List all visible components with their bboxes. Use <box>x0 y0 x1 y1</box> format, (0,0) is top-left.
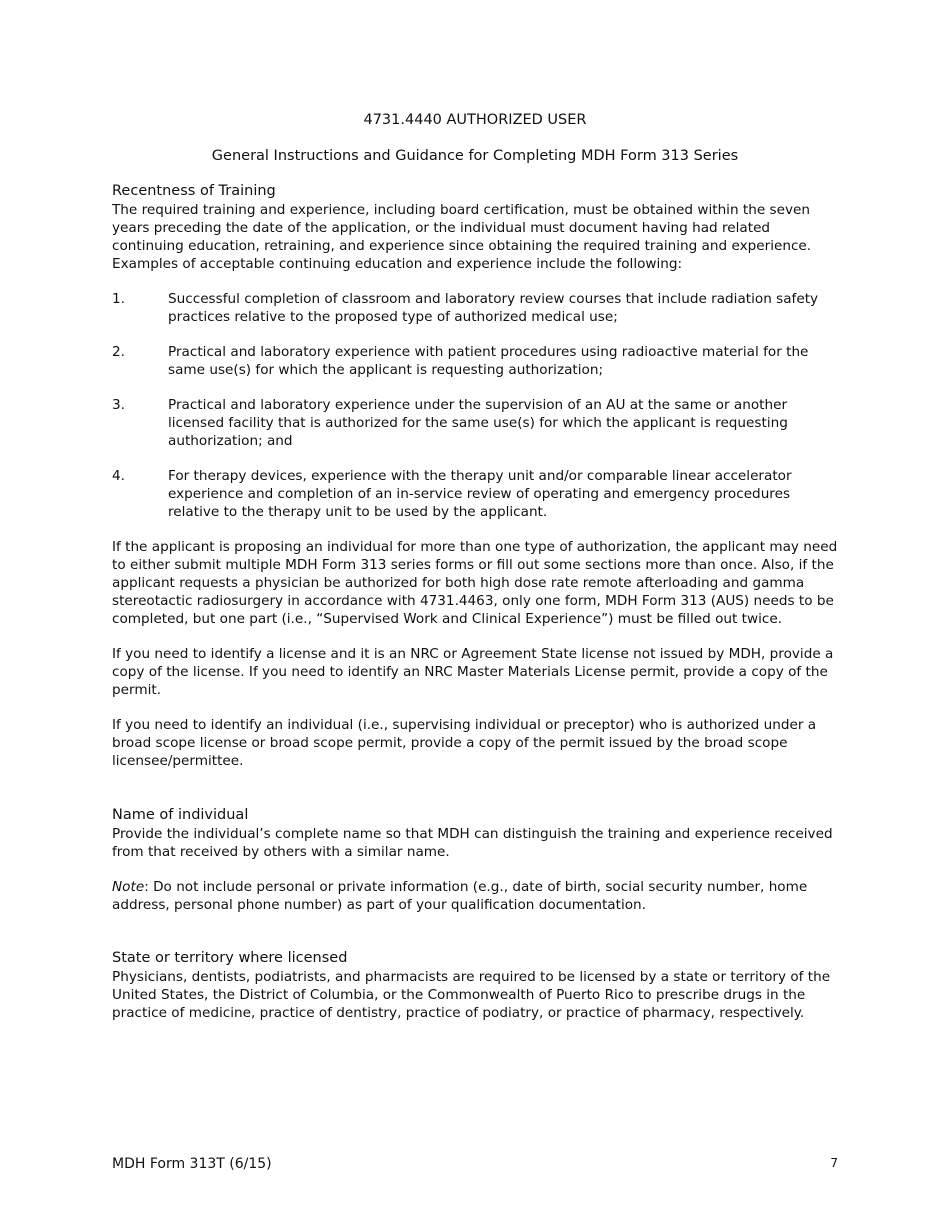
list-item-number: 2. <box>112 344 125 360</box>
document-title: 4731.4440 AUTHORIZED USER <box>363 112 587 128</box>
list-item <box>112 467 840 521</box>
list-item-number: 3. <box>112 397 125 413</box>
name-paragraph: Provide the individual’s complete name so that MDH can distinguish the training and experience received from that received by others with a similar name. <box>112 826 833 860</box>
document-subtitle: General Instructions and Guidance for Completing MDH Form 313 Series <box>211 148 739 164</box>
footer-page-number: 7 <box>830 1156 838 1170</box>
document-body <box>112 182 840 1022</box>
list-item <box>112 290 840 326</box>
list-item-text: Practical and laboratory experience with patient procedures using radioactive material for the same use(s) for which the applicant is requesting authorization; <box>168 344 809 378</box>
broad-scope-paragraph: If you need to identify an individual (i.e., supervising individual or preceptor) who is authorized under a broad scope license or broad scope permit, provide a copy of the permit issued by the broad scope licensee/permittee. <box>112 717 817 769</box>
list-item <box>112 396 840 450</box>
list-item-text: For therapy devices, experience with the therapy unit and/or comparable linear accelerator experience and completion of an in-service review of operating and emergency procedures relative to the therapy unit to be used by the applicant. <box>168 468 792 520</box>
section-state-or-territory <box>112 949 840 1022</box>
list-item-text: Practical and laboratory experience under the supervision of an AU at the same or another licensed facility that is authorized for the same use(s) for which the applicant is requesting authorization; and <box>168 397 788 449</box>
list-item-text: Successful completion of classroom and laboratory review courses that include radiation safety practices relative to the proposed type of authorized medical use; <box>168 291 819 325</box>
footer-form-id: MDH Form 313T (6/15) <box>112 1156 272 1172</box>
section-recentness-of-training <box>112 182 840 770</box>
state-paragraph: Physicians, dentists, podiatrists, and pharmacists are required to be licensed by a state or territory of the United States, the District of Columbia, or the Commonwealth of Puerto Rico to prescribe drugs in the practice of medicine, practice of dentistry, practice of podiatry, or practice of pharmacy, respectively. <box>112 969 831 1021</box>
list-item-number: 4. <box>112 468 125 484</box>
list-item <box>112 343 840 379</box>
section-heading: Recentness of Training <box>112 183 276 199</box>
license-copy-paragraph: If you need to identify a license and it is an NRC or Agreement State license not issued by MDH, provide a copy of the license. If you need to identify an NRC Master Materials License permit, provide a copy of the permit. <box>112 646 834 698</box>
multiple-authorization-paragraph: If the applicant is proposing an individual for more than one type of authorization, the applicant may need to either submit multiple MDH Form 313 series forms or fill out some sections more than once. Also, if the applicant requests a physician be authorized for both high dose rate remote afterloading and gamma stereotactic radiosurgery in accordance with 4731.4463, only one form, MDH Form 313 (AUS) needs to be completed, but one part (i.e., “Supervised Work and Clinical Experience”) must be filled out twice. <box>112 539 838 627</box>
section-heading: Name of individual <box>112 807 249 823</box>
note-label: Note <box>112 879 145 895</box>
section-name-of-individual <box>112 806 840 914</box>
section-heading: State or territory where licensed <box>112 950 348 966</box>
list-item-number: 1. <box>112 291 125 307</box>
note-paragraph <box>112 878 840 914</box>
numbered-list <box>112 290 840 521</box>
intro-paragraph: The required training and experience, including board certification, must be obtained within the seven years preceding the date of the application, or the individual must document having had related continuing education, retraining, and experience since obtaining the required training and experience. Examples of acceptable continuing education and experience include the following: <box>112 202 812 272</box>
note-text: : Do not include personal or private information (e.g., date of birth, social security number, home address, personal phone number) as part of your qualification documentation. <box>112 879 808 913</box>
